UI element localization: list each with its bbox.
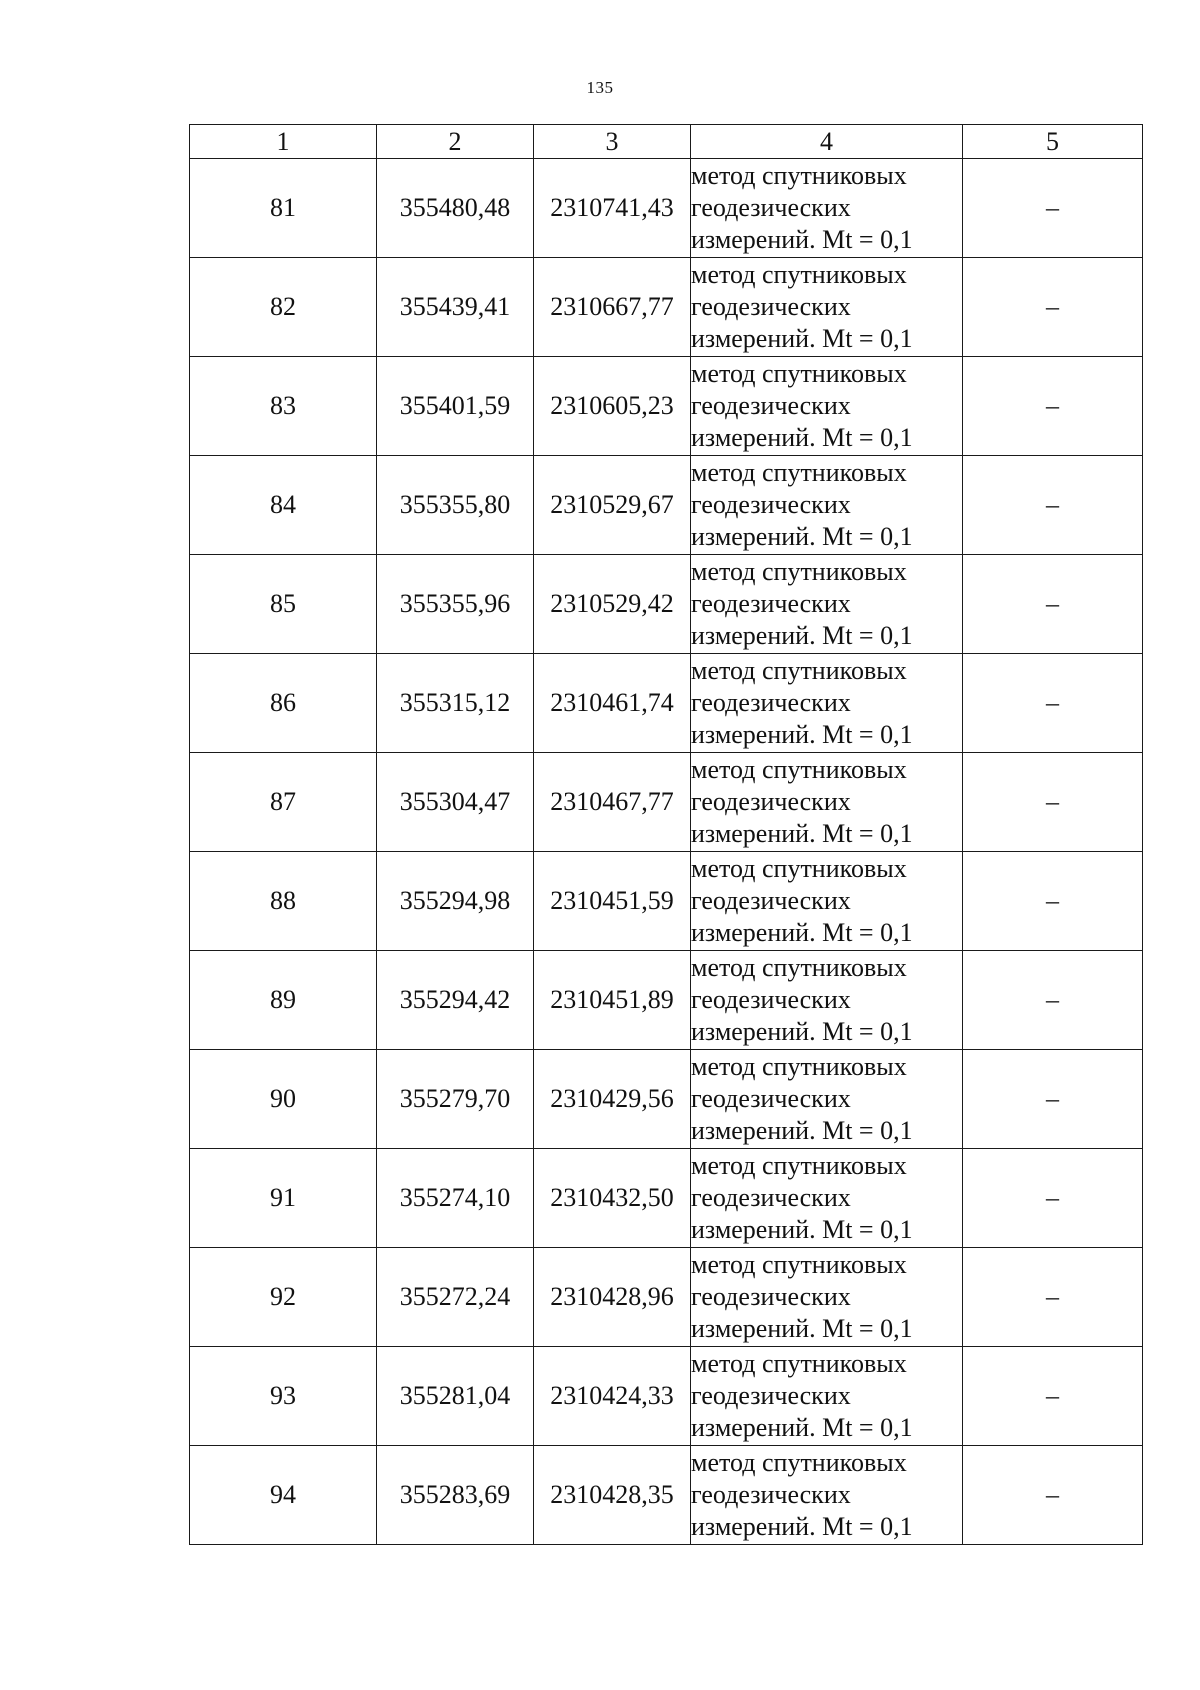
method-line: метод спутниковых (691, 161, 907, 190)
note-cell: – (963, 753, 1143, 852)
y-coordinate-cell: 2310667,77 (534, 258, 691, 357)
note-cell: – (963, 1248, 1143, 1347)
x-coordinate-cell: 355279,70 (377, 1050, 534, 1149)
point-number-cell: 84 (190, 456, 377, 555)
point-number-cell: 83 (190, 357, 377, 456)
y-coordinate-cell: 2310424,33 (534, 1347, 691, 1446)
point-number-cell: 86 (190, 654, 377, 753)
point-number-cell: 87 (190, 753, 377, 852)
method-cell (691, 951, 963, 1050)
y-coordinate-cell: 2310461,74 (534, 654, 691, 753)
table-row (190, 1149, 1143, 1248)
note-cell: – (963, 1149, 1143, 1248)
header-row (190, 125, 1143, 159)
table-header (190, 125, 1143, 159)
table-row (190, 456, 1143, 555)
x-coordinate-cell: 355315,12 (377, 654, 534, 753)
method-line: метод спутниковых (691, 755, 907, 784)
y-coordinate-cell: 2310451,89 (534, 951, 691, 1050)
y-coordinate-cell: 2310605,23 (534, 357, 691, 456)
x-coordinate-cell: 355355,80 (377, 456, 534, 555)
table-row (190, 159, 1143, 258)
method-line: измерений. Mt = 0,1 (691, 1413, 913, 1442)
y-coordinate-cell: 2310741,43 (534, 159, 691, 258)
y-coordinate-cell: 2310467,77 (534, 753, 691, 852)
table-row (190, 654, 1143, 753)
method-cell (691, 654, 963, 753)
note-cell: – (963, 951, 1143, 1050)
x-coordinate-cell: 355283,69 (377, 1446, 534, 1545)
x-coordinate-cell: 355272,24 (377, 1248, 534, 1347)
method-line: геодезических (691, 391, 851, 420)
y-coordinate-cell: 2310529,42 (534, 555, 691, 654)
method-cell (691, 1446, 963, 1545)
point-number-cell: 92 (190, 1248, 377, 1347)
method-line: измерений. Mt = 0,1 (691, 423, 913, 452)
method-line: измерений. Mt = 0,1 (691, 324, 913, 353)
method-line: геодезических (691, 787, 851, 816)
method-line: геодезических (691, 193, 851, 222)
method-line: метод спутниковых (691, 1349, 907, 1378)
method-line: метод спутниковых (691, 359, 907, 388)
note-cell: – (963, 555, 1143, 654)
method-cell (691, 555, 963, 654)
method-line: геодезических (691, 985, 851, 1014)
note-cell: – (963, 456, 1143, 555)
method-line: измерений. Mt = 0,1 (691, 720, 913, 749)
method-line: метод спутниковых (691, 260, 907, 289)
method-line: метод спутниковых (691, 1052, 907, 1081)
method-line: измерений. Mt = 0,1 (691, 1215, 913, 1244)
note-cell: – (963, 654, 1143, 753)
x-coordinate-cell: 355294,42 (377, 951, 534, 1050)
method-cell (691, 753, 963, 852)
table-row (190, 951, 1143, 1050)
note-cell: – (963, 1347, 1143, 1446)
method-line: геодезических (691, 1084, 851, 1113)
y-coordinate-cell: 2310451,59 (534, 852, 691, 951)
x-coordinate-cell: 355439,41 (377, 258, 534, 357)
method-line: геодезических (691, 886, 851, 915)
y-coordinate-cell: 2310428,35 (534, 1446, 691, 1545)
table-body (190, 159, 1143, 1545)
method-line: измерений. Mt = 0,1 (691, 819, 913, 848)
method-cell (691, 159, 963, 258)
method-line: геодезических (691, 490, 851, 519)
method-line: метод спутниковых (691, 854, 907, 883)
table-row (190, 1446, 1143, 1545)
page-number: 135 (586, 78, 614, 97)
method-line: измерений. Mt = 0,1 (691, 225, 913, 254)
method-cell (691, 1248, 963, 1347)
table-row (190, 1050, 1143, 1149)
x-coordinate-cell: 355480,48 (377, 159, 534, 258)
method-line: метод спутниковых (691, 1448, 907, 1477)
method-line: измерений. Mt = 0,1 (691, 1512, 913, 1541)
x-coordinate-cell: 355274,10 (377, 1149, 534, 1248)
method-line: геодезических (691, 1183, 851, 1212)
column-header-4: 4 (691, 125, 963, 159)
point-number-cell: 85 (190, 555, 377, 654)
x-coordinate-cell: 355304,47 (377, 753, 534, 852)
point-number-cell: 94 (190, 1446, 377, 1545)
method-cell (691, 1050, 963, 1149)
method-line: геодезических (691, 1282, 851, 1311)
table-row (190, 1347, 1143, 1446)
method-line: метод спутниковых (691, 656, 907, 685)
point-number-cell: 90 (190, 1050, 377, 1149)
table-row (190, 852, 1143, 951)
table-row (190, 555, 1143, 654)
y-coordinate-cell: 2310432,50 (534, 1149, 691, 1248)
point-number-cell: 91 (190, 1149, 377, 1248)
method-cell (691, 1149, 963, 1248)
note-cell: – (963, 258, 1143, 357)
method-line: метод спутниковых (691, 1250, 907, 1279)
x-coordinate-cell: 355294,98 (377, 852, 534, 951)
point-number-cell: 93 (190, 1347, 377, 1446)
note-cell: – (963, 1446, 1143, 1545)
method-line: метод спутниковых (691, 953, 907, 982)
y-coordinate-cell: 2310529,67 (534, 456, 691, 555)
point-number-cell: 82 (190, 258, 377, 357)
method-line: измерений. Mt = 0,1 (691, 621, 913, 650)
x-coordinate-cell: 355281,04 (377, 1347, 534, 1446)
table-row (190, 258, 1143, 357)
table-row (190, 753, 1143, 852)
method-line: измерений. Mt = 0,1 (691, 522, 913, 551)
coordinates-table (189, 124, 1143, 1545)
method-line: измерений. Mt = 0,1 (691, 918, 913, 947)
column-header-5: 5 (963, 125, 1143, 159)
method-line: геодезических (691, 688, 851, 717)
method-line: измерений. Mt = 0,1 (691, 1314, 913, 1343)
x-coordinate-cell: 355401,59 (377, 357, 534, 456)
method-line: метод спутниковых (691, 1151, 907, 1180)
y-coordinate-cell: 2310428,96 (534, 1248, 691, 1347)
method-cell (691, 357, 963, 456)
method-line: геодезических (691, 1480, 851, 1509)
table-row (190, 1248, 1143, 1347)
note-cell: – (963, 1050, 1143, 1149)
method-line: измерений. Mt = 0,1 (691, 1017, 913, 1046)
note-cell: – (963, 159, 1143, 258)
note-cell: – (963, 852, 1143, 951)
column-header-2: 2 (377, 125, 534, 159)
method-line: метод спутниковых (691, 458, 907, 487)
column-header-1: 1 (190, 125, 377, 159)
method-line: геодезических (691, 292, 851, 321)
method-line: геодезических (691, 1381, 851, 1410)
point-number-cell: 89 (190, 951, 377, 1050)
method-cell (691, 1347, 963, 1446)
method-line: геодезических (691, 589, 851, 618)
method-cell (691, 456, 963, 555)
column-header-3: 3 (534, 125, 691, 159)
point-number-cell: 81 (190, 159, 377, 258)
method-cell (691, 852, 963, 951)
point-number-cell: 88 (190, 852, 377, 951)
method-line: измерений. Mt = 0,1 (691, 1116, 913, 1145)
table-row (190, 357, 1143, 456)
x-coordinate-cell: 355355,96 (377, 555, 534, 654)
y-coordinate-cell: 2310429,56 (534, 1050, 691, 1149)
note-cell: – (963, 357, 1143, 456)
method-cell (691, 258, 963, 357)
method-line: метод спутниковых (691, 557, 907, 586)
